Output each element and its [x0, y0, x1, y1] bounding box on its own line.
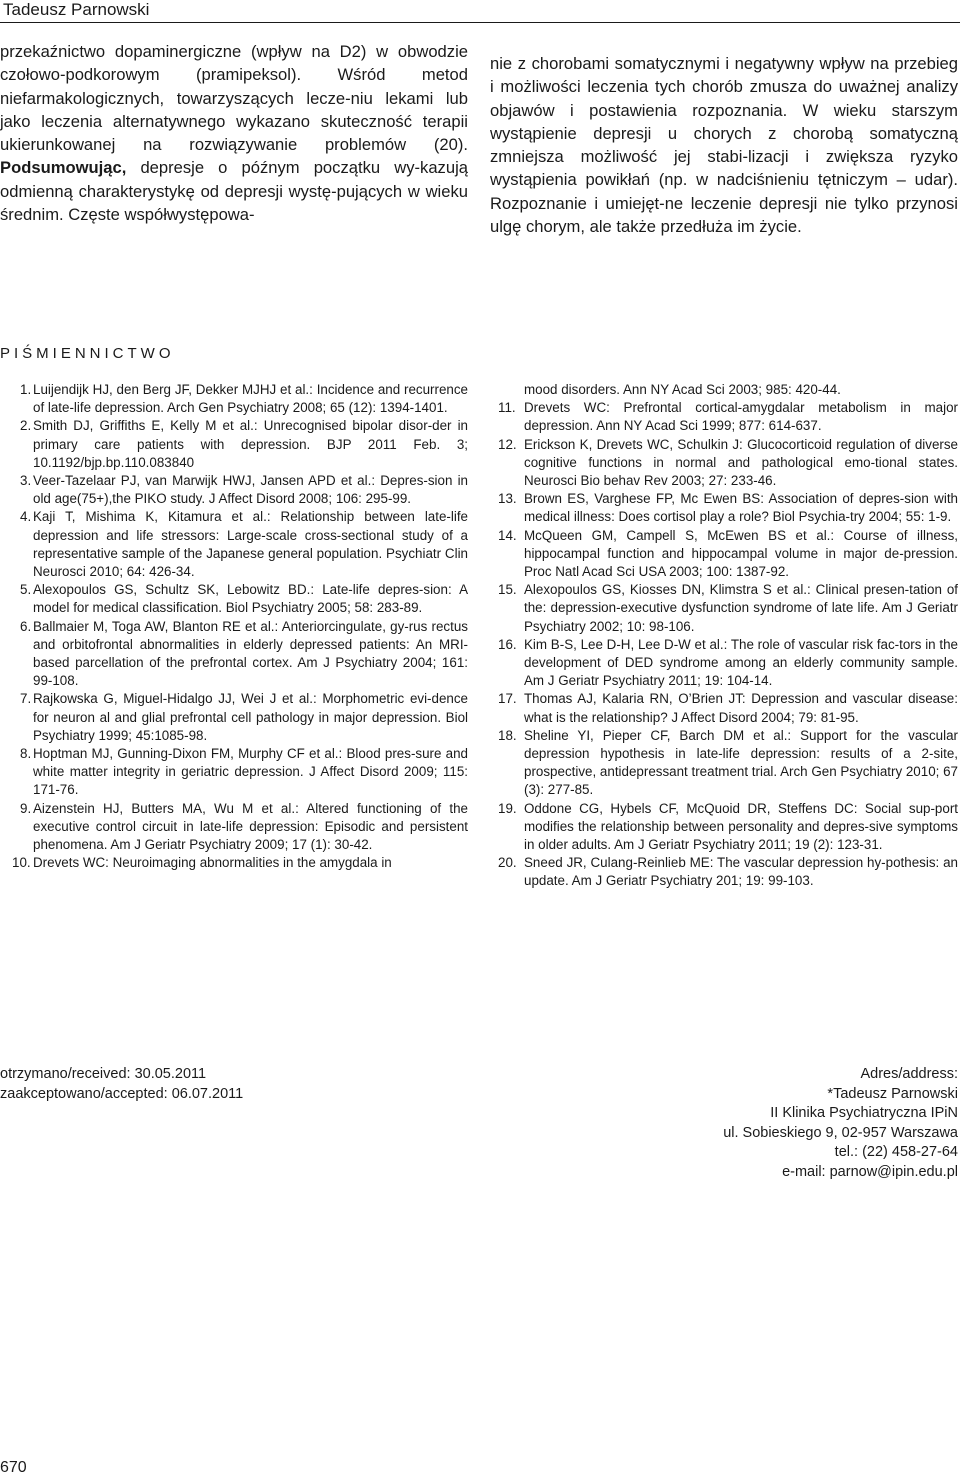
- reference-item: [0, 417, 468, 472]
- address-label: Adres/address:: [860, 1066, 958, 1082]
- reference-item: [0, 800, 468, 855]
- reference-number: 20.: [498, 855, 517, 871]
- reference-number: 13.: [498, 491, 517, 507]
- reference-item: [0, 618, 468, 691]
- reference-number: 4.: [20, 509, 32, 525]
- address-phone: tel.: (22) 458-27-64: [834, 1144, 958, 1160]
- reference-number: 15.: [498, 582, 517, 598]
- header-author: Tadeusz Parnowski: [3, 0, 150, 19]
- reference-text: : Support for the vascular depression hypothesis in late-life depression: results of a 2-site, prospective, antidepressant treatment trial. Arch Gen Psychiatry 2010; 67 (3): 277-85.: [524, 727, 958, 798]
- body-paragraph: [0, 40, 468, 226]
- body-text-left-column: [0, 40, 468, 226]
- reference-authors: Rajkowska G, Miguel-Hidalgo JJ, Wei J et al.: [33, 691, 313, 707]
- reference-text: : Social sup-port modifies the relationship between personality and depres-sive symptoms in older adults. Am J Geriatr Psychiatry 2011; 19 (2): 123-31.: [524, 800, 958, 853]
- reference-text: : Anteriorcingulate, gy-rus rectus and orbitofrontal abnormalities in elderly depressed patients: An MRI-based parcellation of the prefrontal cortex. Am J Psychiatry 2004; 161: 99-108.: [33, 618, 468, 689]
- reference-text: : Depression and vascular disease: what is the relationship? J Affect Disord 2004; 79: 81-95.: [524, 691, 958, 725]
- reference-authors: Drevets WC: [33, 855, 106, 871]
- reference-text: : Prefrontal cortical-amygdalar metabolism in major depression. Ann NY Acad Sci 1999; 877: 614-637.: [524, 400, 959, 434]
- address-street: ul. Sobieskiego 9, 02-957 Warszawa: [723, 1124, 958, 1141]
- reference-item: [490, 854, 958, 890]
- running-header: [0, 0, 960, 23]
- reference-number: 2.: [20, 418, 32, 434]
- reference-item: [0, 472, 468, 508]
- reference-authors: Drevets WC: [524, 400, 607, 416]
- reference-number: 18.: [498, 727, 517, 743]
- reference-number: 7.: [20, 691, 32, 707]
- reference-authors: Erickson K, Drevets WC, Schulkin J: [524, 436, 740, 452]
- reference-text: : The vascular depression hy-pothesis: an update. Am J Geriatr Psychiatry 201; 19: 99-103.: [524, 855, 958, 889]
- body-text: przekaźnictwo dopaminergiczne (wpływ na D2) w obwodzie czołowo-podkorowym (pramipeksol). Wśród metod niefarmakologicznych, towarzyszących lecze-niu lekami lub jako leczenia alternatywnego wykazano skuteczność terapii ukierunkowanej na rozwiązywanie problemów (20).: [0, 42, 468, 155]
- reference-text: : Unrecognised bipolar disor-der in primary care patients with depression. BJP 2011 Feb. 3; 10.1192/bjp.bp.110.083840: [33, 418, 469, 470]
- reference-authors: McQueen GM, Campell S, McEwen BS et al.: [524, 527, 831, 543]
- reference-authors: Kaji T, Mishima K, Kitamura et al.: [33, 509, 267, 525]
- reference-item: [0, 381, 468, 417]
- reference-text: : Neuroimaging abnormalities in the amygdala in: [105, 855, 392, 871]
- reference-authors: Sneed JR, Culang-Reinlieb ME: [524, 855, 710, 871]
- reference-authors: Sheline YI, Pieper CF, Barch DM et al.: [524, 727, 788, 743]
- references-right-column: [490, 381, 958, 891]
- submission-dates: [0, 1065, 243, 1104]
- reference-authors: Brown ES, Varghese FP, Mc Ewen BS: [524, 491, 761, 507]
- reference-item: [0, 745, 468, 800]
- reference-number: 1.: [20, 382, 32, 397]
- page-number: 670: [0, 1459, 27, 1476]
- reference-authors: Kim B-S, Lee D-H, Lee D-W et al.: [524, 636, 724, 652]
- reference-item: [490, 399, 958, 435]
- references-heading: PIŚMIENNICTWO: [0, 345, 175, 362]
- reference-number: 17.: [498, 691, 517, 707]
- reference-item: [490, 690, 958, 726]
- reference-number: 10.: [12, 855, 31, 871]
- reference-authors: Veer-Tazelaar PJ, van Marwijk HWJ, Jansen APD et al.: [33, 473, 372, 489]
- reference-item: [490, 581, 958, 636]
- reference-text: : Course of illness, hippocampal function and hippocampal volume in major de-pression. Proc Natl Acad Sci USA 2003; 100: 1387-92.: [524, 527, 958, 580]
- reference-text: : Association of depres-sion with medical illness: Does cortisol play a role? Biol Psychia-try 2004; 55: 1-9.: [524, 491, 958, 525]
- reference-item: [0, 581, 468, 617]
- reference-number: 19.: [498, 800, 517, 816]
- reference-text: : Blood pres-sure and white matter integrity in geriatric depression. J Affect Disord 2009; 115: 171-76.: [33, 746, 468, 798]
- accepted-date: zaakceptowano/accepted: 06.07.2011: [0, 1085, 244, 1102]
- reference-number: 12.: [498, 436, 517, 452]
- reference-authors: Ballmaier M, Toga AW, Blanton RE et al.: [33, 618, 275, 634]
- reference-item: [0, 854, 468, 872]
- body-bold-text: Podsumowując,: [0, 158, 127, 178]
- body-text-right-column: [490, 52, 958, 238]
- reference-authors: Hoptman MJ, Gunning-Dixon FM, Murphy CF et al.: [33, 746, 339, 762]
- reference-item: [490, 490, 958, 526]
- reference-number: 8.: [20, 746, 32, 762]
- reference-number: 3.: [20, 473, 32, 489]
- reference-text: : Incidence and recurrence of late-life depression. Arch Gen Psychiatry 2008; 65 (12): 1394-1401.: [33, 382, 468, 416]
- reference-text: : Late-life depres-sion: A model for medical classification. Biol Psychiatry 2005; 58: 283-89.: [33, 582, 468, 616]
- reference-text: : Morphometric evi-dence for neuron al and glial prefrontal cell pathology in major depression. Biol Psychiatry 1999; 45:1085-98.: [33, 691, 469, 743]
- reference-number: 14.: [498, 527, 517, 543]
- reference-authors: Thomas AJ, Kalaria RN, O’Brien JT: [524, 691, 742, 707]
- reference-authors: Oddone CG, Hybels CF, McQuoid DR, Steffens DC: [524, 800, 854, 816]
- reference-item: [490, 527, 958, 582]
- reference-text: : Depres-sion in old age(75+),the PIKO study. J Affect Disord 2008; 106: 295-99.: [33, 473, 469, 507]
- address-email: e-mail: parnow@ipin.edu.pl: [782, 1163, 958, 1180]
- reference-authors: Alexopoulos GS, Kiosses DN, Klimstra S et al.: [524, 582, 808, 598]
- received-date: otrzymano/received: 30.05.2011: [0, 1066, 207, 1082]
- body-text: depresje o późnym początku wy-kazują odmienną charakterystykę od depresji wystę-pujących w wieku średnim. Częste współwystępowa-: [0, 158, 468, 225]
- reference-text: : Relationship between late-life depression and life stressors: Large-scale cross-sectional study of a representative sample of the Japanese general population. Psychiatr Clin Neurosci 2010; 64: 426-34.: [33, 509, 468, 580]
- reference-number: 11.: [498, 400, 516, 416]
- reference-text: : Clinical presen-tation of the: depression-executive dysfunction syndrome of late life. Am J Geriatr Psychiatry 2002; 10: 98-106.: [524, 582, 958, 634]
- references-left-column: [0, 381, 468, 872]
- reference-item: [490, 800, 958, 855]
- reference-text: : Glucocorticoid regulation of diverse cognitive functions in normal and pathological emo-tional states. Neurosci Bio behav Rev 2003; 27: 233-46.: [524, 436, 959, 489]
- reference-number: 5.: [20, 582, 32, 598]
- reference-item: [0, 508, 468, 581]
- reference-authors: Aizenstein HJ, Butters MA, Wu M et al.: [33, 800, 296, 816]
- body-paragraph: nie z chorobami somatycznymi i negatywny wpływ na przebieg i możliwości leczenia tych chorób zmusza do uważnej analizy objawów i postawienia rozpoznania. W wieku starszym wystąpienie depresji u chorych z chorobą somatyczną zmniejsza możliwość jej stabi-lizacji i zwiększa ryzyko wystąpienia powikłań (np. w nadciśnieniu tętniczym – udar). Rozpoznanie i umiejęt-ne leczenie depresji nie tylko przynosi ulgę chorym, ale także przedłuża im życie.: [490, 54, 958, 237]
- reference-item: [490, 636, 958, 691]
- reference-number: 9.: [20, 800, 32, 816]
- reference-item: [490, 727, 958, 800]
- reference-number: 16.: [498, 636, 517, 652]
- correspondence-address: [723, 1065, 958, 1182]
- reference-number: 6.: [20, 618, 32, 634]
- address-institution: II Klinika Psychiatryczna IPiN: [770, 1105, 958, 1121]
- reference-authors: Luijendijk HJ, den Berg JF, Dekker MJHJ et al.: [33, 382, 310, 397]
- reference-authors: Smith DJ, Griffiths E, Kelly M et al.: [33, 418, 254, 434]
- reference-item: [0, 690, 468, 745]
- reference-authors: Alexopoulos GS, Schultz SK, Lebowitz BD.: [33, 582, 311, 598]
- reference-item: [490, 436, 958, 491]
- reference-continuation: mood disorders. Ann NY Acad Sci 2003; 985: 420-44.: [524, 382, 841, 397]
- reference-text: : The role of vascular risk fac-tors in the development of DED syndrome among an elderly community sample. Am J Geriatr Psychiatry 2011; 19: 104-14.: [524, 636, 958, 689]
- address-name: *Tadeusz Parnowski: [827, 1085, 958, 1102]
- reference-text: : Altered functioning of the executive control circuit in late-life depression: Episodic and persistent phenomena. Am J Geriatr Psychiatry 2009; 17 (1): 30-42.: [33, 800, 468, 853]
